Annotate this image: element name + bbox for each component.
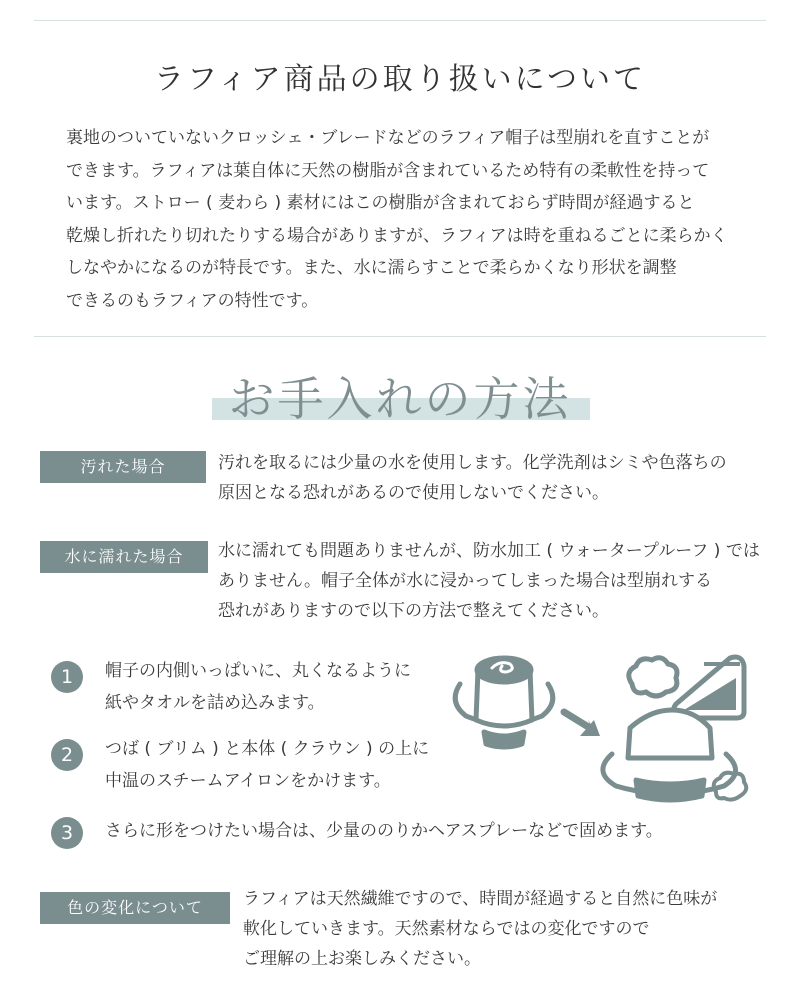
color-change-label-badge: 色の変化について bbox=[40, 892, 230, 924]
step-line: 中温のスチームアイロンをかけます。 bbox=[105, 771, 391, 791]
step-line: つば ( ブリム ) と本体 ( クラウン ) の上に bbox=[105, 739, 430, 759]
wet-line: 水に濡れても問題ありませんが、防水加工 ( ウォータープルーフ ) では bbox=[218, 541, 760, 561]
intro-line: 裏地のついていないクロッシェ・ブレードなどのラフィア帽子は型崩れを直すことが bbox=[66, 128, 710, 148]
intro-paragraph bbox=[66, 122, 756, 317]
step-number-3: 3 bbox=[51, 817, 83, 849]
step-line: 帽子の内側いっぱいに、丸くなるように bbox=[105, 661, 411, 681]
section-divider bbox=[34, 336, 766, 337]
care-title: お手入れの方法 bbox=[228, 372, 572, 426]
hat-care-illustration bbox=[440, 640, 760, 810]
step-line: さらに形をつけたい場合は、少量ののりかヘアスプレーなどで固めます。 bbox=[105, 821, 663, 841]
step-line: 紙やタオルを詰め込みます。 bbox=[105, 693, 325, 713]
dirty-label-badge: 汚れた場合 bbox=[40, 451, 206, 483]
hat-with-paper-icon bbox=[455, 658, 553, 747]
intro-line: います。ストロー ( 麦わら ) 素材にはこの樹脂が含まれておらず時間が経過すると bbox=[66, 193, 695, 213]
care-section-heading bbox=[0, 363, 800, 433]
wet-line: 恐れがありますので以下の方法で整えてください。 bbox=[218, 601, 609, 621]
wet-description bbox=[218, 536, 760, 626]
top-divider bbox=[34, 20, 766, 21]
intro-line: 乾燥し折れたり切れたりする場合がありますが、ラフィアは時を重ねるごとに柔らかく bbox=[66, 225, 728, 246]
step-number-2: 2 bbox=[51, 739, 83, 771]
steam-cloud-icon bbox=[629, 658, 677, 696]
dirty-line: 原因となる恐れがあるので使用しないでください。 bbox=[218, 483, 609, 503]
color-change-line: ご理解の上お楽しみください。 bbox=[243, 949, 481, 969]
dirty-line: 汚れを取るには少量の水を使用します。化学洗剤はシミや色落ちの bbox=[218, 453, 727, 473]
dirty-description bbox=[218, 448, 727, 508]
color-change-line: ラフィアは天然繊維ですので、時間が経過すると自然に色味が bbox=[243, 889, 718, 909]
step-text-3 bbox=[105, 815, 663, 847]
wet-label-badge: 水に濡れた場合 bbox=[40, 541, 208, 573]
arrow-right-icon bbox=[562, 712, 600, 736]
iron-icon bbox=[673, 657, 744, 718]
intro-line: できるのもラフィアの特性です。 bbox=[66, 290, 319, 311]
step-text-2 bbox=[105, 733, 429, 797]
step-text-1 bbox=[105, 655, 411, 719]
color-change-line: 軟化していきます。天然素材ならではの変化ですので bbox=[243, 919, 650, 939]
intro-line: できます。ラフィアは葉自体に天然の樹脂が含まれているため特有の柔軟性を持って bbox=[66, 160, 710, 181]
wet-line: ありません。帽子全体が水に浸かってしまった場合は型崩れする bbox=[218, 571, 713, 591]
page-title: ラフィア商品の取り扱いについて bbox=[154, 62, 646, 97]
color-change-description bbox=[243, 884, 717, 974]
step-number-1: 1 bbox=[51, 661, 83, 693]
intro-line: しなやかになるのが特長です。また、水に濡らすことで柔らかくなり形状を調整 bbox=[66, 258, 677, 278]
